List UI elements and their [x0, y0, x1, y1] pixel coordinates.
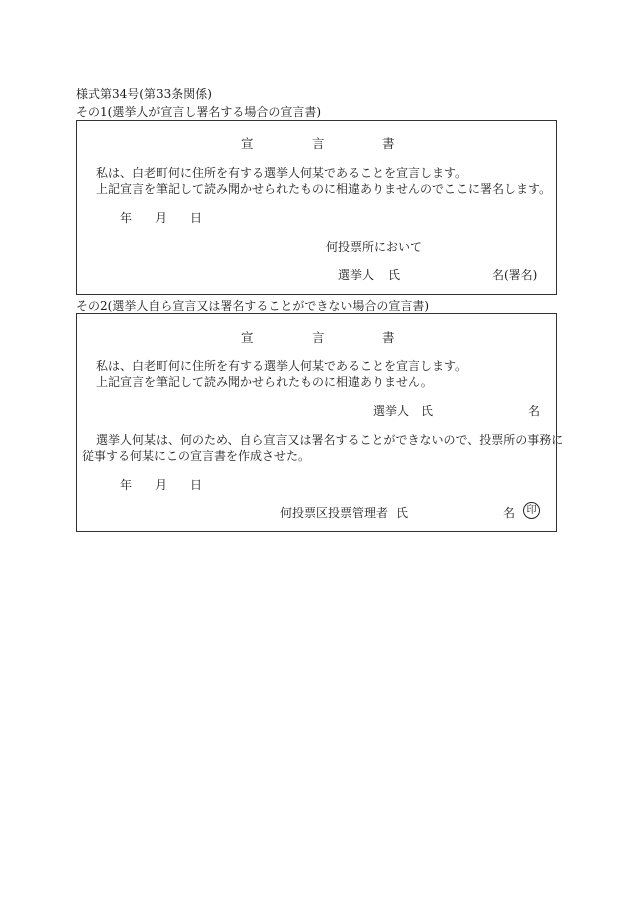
- date-day: 日: [190, 211, 203, 225]
- declaration-body-line-1: 私は、白老町何に住所を有する選挙人何某であることを宣言します。: [96, 359, 468, 373]
- reason-line-2: 従事する何某にこの宣言書を作成させた。: [82, 449, 311, 463]
- date-month: 月: [155, 211, 168, 225]
- date-day: 日: [190, 478, 203, 492]
- title-char-1: 宣: [241, 136, 254, 151]
- section1-heading: その1(選挙人が宣言し署名する場合の宣言書): [76, 105, 321, 119]
- title-char-3: 書: [382, 136, 395, 151]
- manager-mei: 名: [503, 506, 516, 520]
- title-char-2: 言: [312, 136, 325, 151]
- declaration-body-line-2: 上記宣言を筆記して読み聞かせられたものに相違ありません。: [96, 375, 433, 389]
- voter-mei: 名: [528, 404, 541, 418]
- title-char-2: 言: [312, 330, 325, 345]
- name-ji: 氏: [388, 268, 401, 282]
- declaration-form-2: [76, 313, 564, 532]
- voter-ji: 氏: [421, 404, 434, 418]
- declaration-body-line-2: 上記宣言を筆記して読み聞かせられたものに相違ありませんのでここに署名します。: [96, 182, 552, 196]
- date-year: 年: [120, 478, 133, 492]
- title-char-1: 宣: [241, 330, 254, 345]
- name-signature: 名(署名): [492, 268, 538, 282]
- reason-line-1: 選挙人何某は、何のため、自ら宣言又は署名することができないので、投票所の事務に: [96, 433, 564, 447]
- declaration-body-line-1: 私は、白老町何に住所を有する選挙人何某であることを宣言します。: [96, 166, 468, 180]
- manager-ji: 氏: [396, 506, 409, 520]
- declaration-form-1: [76, 120, 557, 295]
- date-year: 年: [120, 211, 133, 225]
- date-month: 月: [155, 478, 168, 492]
- voter-label: 選挙人: [373, 404, 410, 418]
- polling-place: 何投票所において: [326, 240, 423, 254]
- manager-label: 何投票区投票管理者: [280, 506, 389, 520]
- voter-label: 選挙人: [338, 268, 375, 282]
- section2-heading: その2(選挙人自ら宣言又は署名することができない場合の宣言書): [76, 299, 430, 313]
- seal-mark: 印: [523, 502, 540, 519]
- form-number: 様式第34号(第33条関係): [76, 87, 212, 101]
- title-char-3: 書: [382, 330, 395, 345]
